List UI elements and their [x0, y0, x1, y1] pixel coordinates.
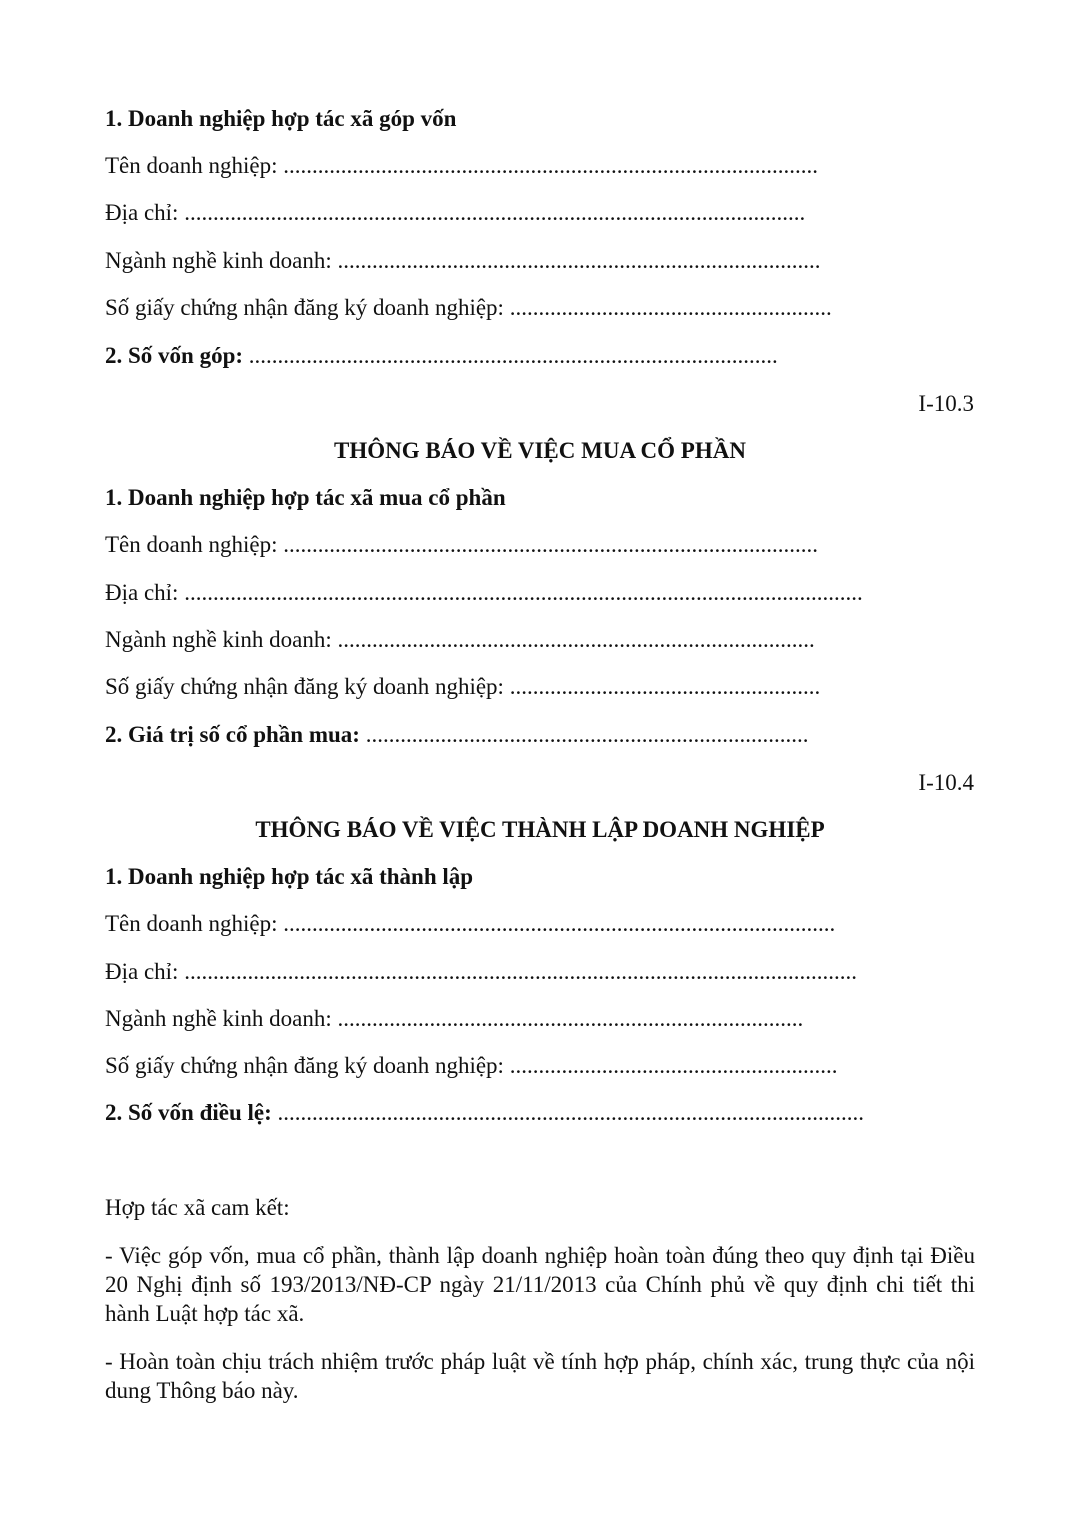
section-title: THÔNG BÁO VỀ VIỆC MUA CỔ PHẦN: [334, 438, 746, 463]
field-dots: .........................................................: [509, 1053, 838, 1078]
section-heading: 1. Doanh nghiệp hợp tác xã góp vốn: [105, 106, 457, 131]
field-dots: .............................................................................................: [283, 153, 818, 178]
field-label: Địa chỉ:: [105, 580, 179, 605]
commitment-item: - Việc góp vốn, mua cổ phần, thành lập doanh nghiệp hoàn toàn đúng theo quy định tại Điều 20 Nghị định số 193/2013/NĐ-CP ngày 21/11/2013 của Chính phủ về quy định chi tiết thi hành Luật hợp tác xã.: [105, 1243, 975, 1326]
field-row: [105, 909, 835, 939]
field-row: [105, 1051, 837, 1081]
field-row: [105, 530, 818, 560]
amount-label: 2. Giá trị số cổ phần mua:: [105, 722, 360, 747]
field-label: Ngành nghề kinh doanh:: [105, 627, 332, 652]
field-dots: ........................................................: [509, 295, 832, 320]
field-dots: ......................................................: [509, 674, 821, 699]
amount-dots: ......................................................................................................: [277, 1100, 865, 1125]
field-row: [105, 293, 832, 323]
field-label: Tên doanh nghiệp:: [105, 911, 278, 936]
field-label: Địa chỉ:: [105, 200, 179, 225]
field-dots: .................................................................................: [337, 1006, 804, 1031]
amount-dots: .............................................................................: [365, 722, 809, 747]
amount-dots: ............................................................................................: [248, 343, 778, 368]
field-row: [105, 625, 815, 655]
section-heading: 1. Doanh nghiệp hợp tác xã mua cổ phần: [105, 485, 506, 510]
field-label: Địa chỉ:: [105, 959, 179, 984]
amount-row: [105, 341, 778, 371]
field-row: [105, 672, 820, 702]
field-dots: ....................................................................................: [337, 248, 821, 273]
field-label: Số giấy chứng nhận đăng ký doanh nghiệp:: [105, 295, 504, 320]
amount-label: 2. Số vốn điều lệ:: [105, 1100, 272, 1125]
form-code: I-10.4: [918, 770, 974, 795]
field-dots: ................................................................................................: [283, 911, 836, 936]
field-label: Tên doanh nghiệp:: [105, 532, 278, 557]
field-dots: ......................................................................................................................: [184, 580, 863, 605]
field-label: Ngành nghề kinh doanh:: [105, 248, 332, 273]
field-row: [105, 151, 818, 181]
commitment-intro: Hợp tác xã cam kết:: [105, 1195, 290, 1220]
field-dots: .............................................................................................: [283, 532, 818, 557]
field-row: [105, 246, 821, 276]
amount-label: 2. Số vốn góp:: [105, 343, 244, 368]
field-dots: ............................................................................................................: [184, 200, 806, 225]
commitment-item: - Hoàn toàn chịu trách nhiệm trước pháp luật về tính hợp pháp, chính xác, trung thực của nội dung Thông báo này.: [105, 1349, 975, 1403]
field-label: Số giấy chứng nhận đăng ký doanh nghiệp:: [105, 1053, 504, 1078]
form-code: I-10.3: [918, 391, 974, 416]
field-row: [105, 957, 857, 987]
field-dots: ...................................................................................: [337, 627, 815, 652]
field-row: [105, 578, 863, 608]
amount-row: [105, 720, 808, 750]
section-heading: 1. Doanh nghiệp hợp tác xã thành lập: [105, 864, 474, 889]
field-label: Ngành nghề kinh doanh:: [105, 1006, 332, 1031]
field-row: [105, 1004, 803, 1034]
amount-row: [105, 1098, 864, 1128]
field-label: Số giấy chứng nhận đăng ký doanh nghiệp:: [105, 674, 504, 699]
field-row: [105, 198, 805, 228]
field-dots: .....................................................................................................................: [184, 959, 857, 984]
field-label: Tên doanh nghiệp:: [105, 153, 278, 178]
section-title: THÔNG BÁO VỀ VIỆC THÀNH LẬP DOANH NGHIỆP: [255, 817, 825, 842]
